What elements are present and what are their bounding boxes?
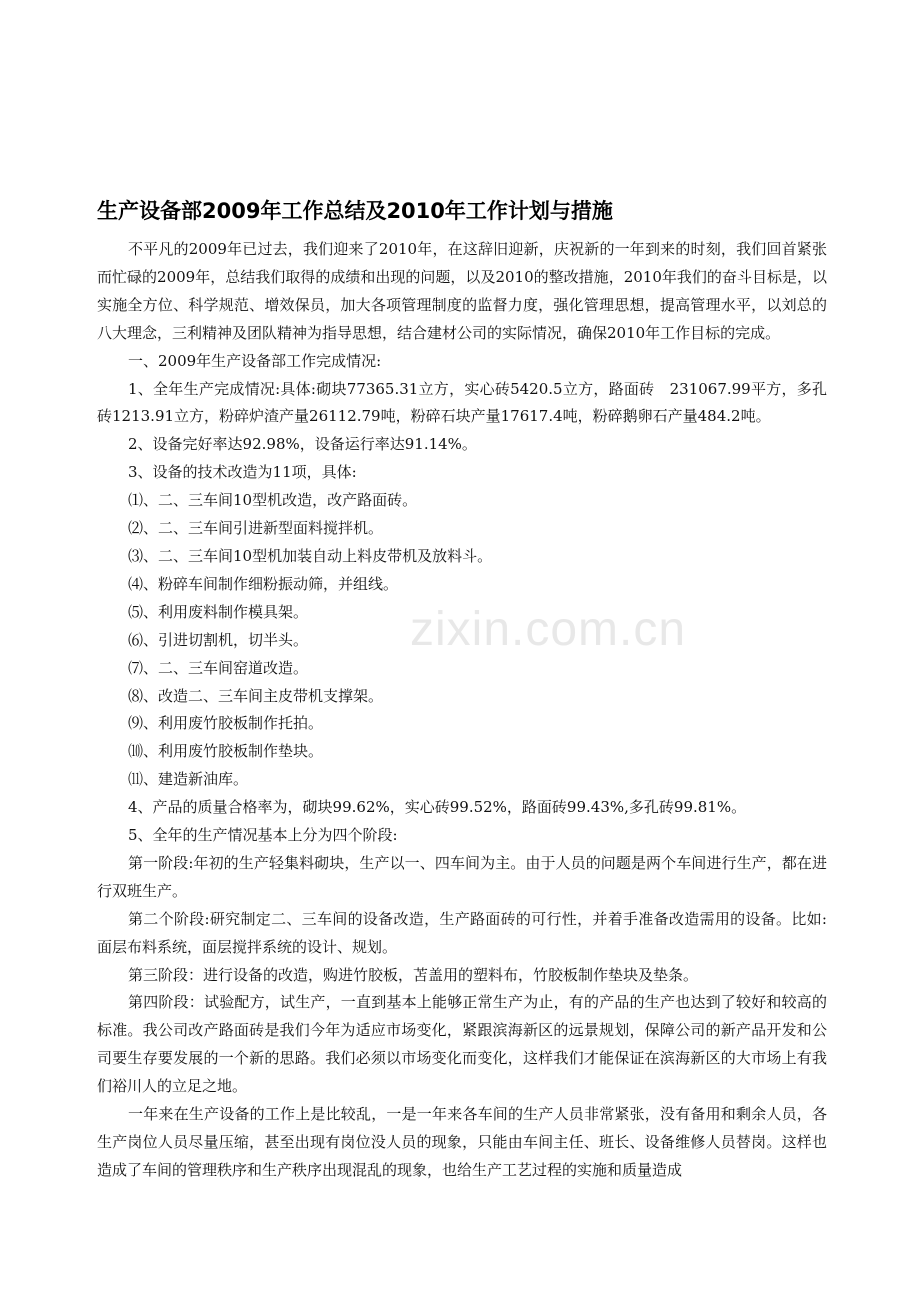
list-item: ⑸、利用废料制作模具架。 xyxy=(128,602,309,621)
paragraph-tech-upgrades: 3、设备的技术改造为11项，具体: xyxy=(128,463,357,482)
list-item: ⑾、建造新油库。 xyxy=(128,770,249,789)
paragraph-stage-2: 第二个阶段:研究制定二、三车间的设备改造，生产路面砖的可行性，并着手准备改造需用的设备。比如:面层布料系统，面层搅拌系统的设计、规划。 xyxy=(97,909,827,956)
document-title: 生产设备部2009年工作总结及2010年工作计划与措施 xyxy=(97,199,613,223)
paragraph-stage-1: 第一阶段:年初的生产轻集料砌块，生产以一、四车间为主。由于人员的问题是两个车间进行生产，都在进行双班生产。 xyxy=(97,853,827,900)
list-item: ⑷、粉碎车间制作细粉振动筛，并组线。 xyxy=(128,574,399,593)
list-item: ⑹、引进切割机，切半头。 xyxy=(128,630,309,649)
list-item: ⑶、二、三车间10型机加装自动上料皮带机及放料斗。 xyxy=(128,546,493,565)
paragraph-quality-rate: 4、产品的质量合格率为，砌块99.62%，实心砖99.52%，路面砖99.43%,多孔砖99.81%。 xyxy=(128,798,747,817)
paragraph-stage-4: 第四阶段：试验配方，试生产，一直到基本上能够正常生产为止，有的产品的生产也达到了较好和较高的标准。我公司改产路面砖是我们今年为适应市场变化，紧跟滨海新区的远景规划，保障公司的新产品开发和公司要生存要发展的一个新的思路。我们必须以市场变化而变化，这样我们才能保证在滨海新区的大市场上有我们裕川人的立足之地。 xyxy=(97,993,827,1096)
list-item: ⑻、改造二、三车间主皮带机支撑架。 xyxy=(128,686,384,705)
paragraph-stage-3: 第三阶段：进行设备的改造，购进竹胶板，苫盖用的塑料布，竹胶板制作垫块及垫条。 xyxy=(128,965,699,984)
paragraph-issues: 一年来在生产设备的工作上是比较乱，一是一年来各车间的生产人员非常紧张，没有备用和剩余人员，各生产岗位人员尽量压缩，甚至出现有岗位没人员的现象，只能由车间主任、班长、设备维修人员替岗。这样也造成了车间的管理秩序和生产秩序出现混乱的现象，也给生产工艺过程的实施和质量造成 xyxy=(97,1105,827,1179)
document-body xyxy=(97,236,827,1185)
list-item: ⑽、利用废竹胶板制作垫块。 xyxy=(128,742,324,761)
paragraph-production: 1、全年生产完成情况:具体:砌块77365.31立方，实心砖5420.5立方，路面砖 231067.99平方，多孔砖1213.91立方，粉碎炉渣产量26112.79吨，粉碎石块产量17617.4吨，粉碎鹅卵石产量484.2吨。 xyxy=(97,379,827,426)
list-item: ⑴、二、三车间10型机改造，改产路面砖。 xyxy=(128,491,418,510)
list-item: ⑺、二、三车间窑道改造。 xyxy=(128,658,309,677)
list-item: ⑼、利用废竹胶板制作托拍。 xyxy=(128,714,324,733)
list-item: ⑵、二、三车间引进新型面料搅拌机。 xyxy=(128,519,384,538)
section-heading-1: 一、2009年生产设备部工作完成情况: xyxy=(128,351,382,370)
paragraph-equipment-rate: 2、设备完好率达92.98%，设备运行率达91.14%。 xyxy=(128,435,477,454)
watermark: zixin.com.cn xyxy=(410,603,687,656)
paragraph-intro: 不平凡的2009年已过去，我们迎来了2010年，在这辞旧迎新，庆祝新的一年到来的时刻，我们回首紧张而忙碌的2009年，总结我们取得的成绩和出现的问题，以及2010的整改措施，2010年我们的奋斗目标是，以实施全方位、科学规范、增效保员，加大各项管理制度的监督力度，强化管理思想，提高管理水平，以刘总的八大理念，三利精神及团队精神为指导思想，结合建材公司的实际情况，确保2010年工作目标的完成。 xyxy=(97,240,827,342)
paragraph-stages-heading: 5、全年的生产情况基本上分为四个阶段: xyxy=(128,826,398,845)
